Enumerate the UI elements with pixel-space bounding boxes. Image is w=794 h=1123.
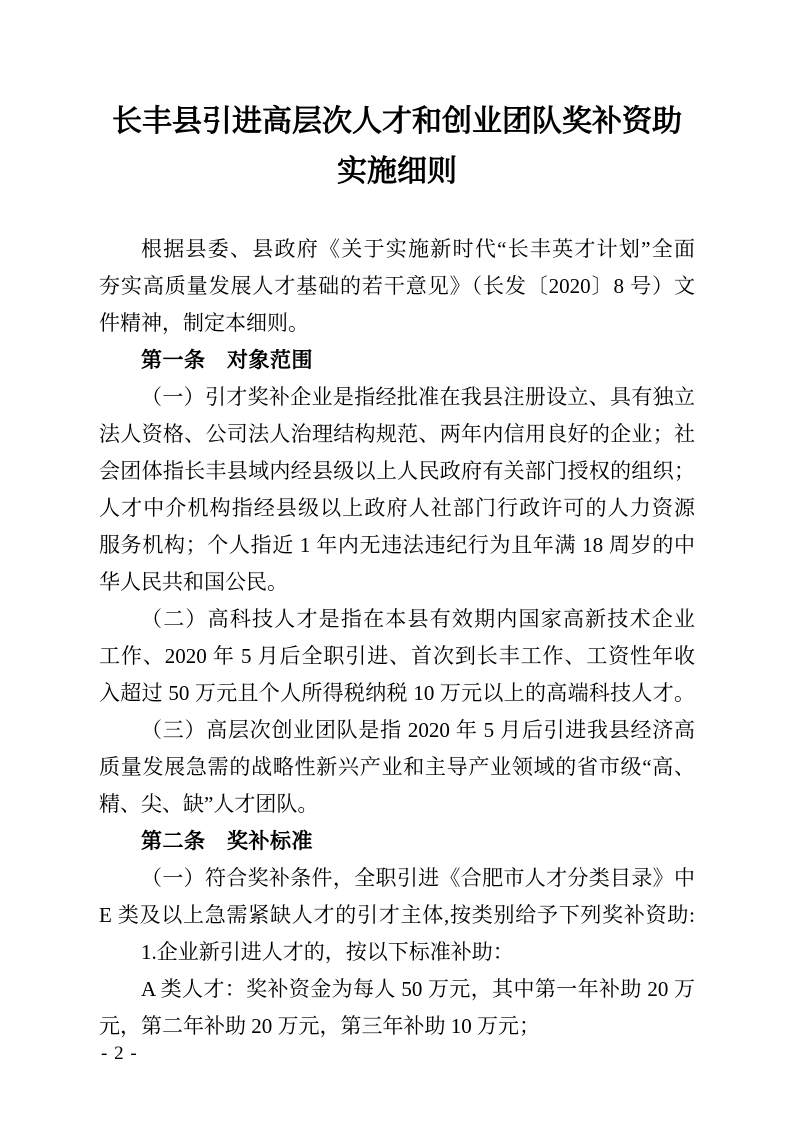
article-2-heading bbox=[99, 823, 695, 860]
section-heading-text: 第二条 奖补标准 bbox=[141, 830, 313, 853]
paragraph-line: 人才中介机构指经县级以上政府人社部门行政许可的人力资源 bbox=[99, 496, 695, 520]
paragraph-line: 质量发展急需的战略性新兴产业和主导产业领域的省市级“高、 bbox=[99, 755, 695, 779]
paragraph-line: 会团体指长丰县域内经县级以上人民政府有关部门授权的组织； bbox=[99, 459, 695, 483]
paragraph-line: 服务机构；个人指近 1 年内无违法违纪行为且年满 18 周岁的中 bbox=[99, 533, 695, 557]
article-1-item-2 bbox=[99, 601, 695, 712]
intro-paragraph bbox=[99, 231, 695, 342]
article-2-clause-1 bbox=[99, 934, 695, 971]
document-title bbox=[0, 97, 794, 197]
document-title-line-2: 实施细则 bbox=[337, 155, 457, 188]
paragraph-line: 华人民共和国公民。 bbox=[99, 570, 288, 594]
page-number: - 2 - bbox=[101, 1043, 138, 1064]
paragraph-line: 入超过 50 万元且个人所得税纳税 10 万元以上的高端科技人才。 bbox=[99, 681, 695, 705]
paragraph-line: （二）高科技人才是指在本县有效期内国家高新技术企业 bbox=[141, 607, 695, 631]
paragraph-line: （一）符合奖补条件，全职引进《合肥市人才分类目录》中 bbox=[141, 866, 695, 890]
paragraph-line: 法人资格、公司法人治理结构规范、两年内信用良好的企业；社 bbox=[99, 422, 695, 446]
section-heading-text: 第一条 对象范围 bbox=[141, 349, 313, 372]
paragraph-line: 元，第二年补助 20 万元，第三年补助 10 万元； bbox=[99, 1014, 540, 1038]
class-a-talent-clause bbox=[99, 971, 695, 1045]
paragraph-line: （三）高层次创业团队是指 2020 年 5 月后引进我县经济高 bbox=[141, 718, 695, 742]
paragraph-line: E 类及以上急需紧缺人才的引才主体,按类别给予下列奖补资助: bbox=[99, 903, 695, 927]
paragraph-line: 夯实高质量发展人才基础的若干意见》（长发〔2020〕8 号）文 bbox=[99, 274, 695, 298]
paragraph-line: （一）引才奖补企业是指经批准在我县注册设立、具有独立 bbox=[141, 385, 695, 409]
article-1-heading bbox=[99, 342, 695, 379]
paragraph-line: 1.企业新引进人才的，按以下标准补助： bbox=[141, 940, 514, 964]
paragraph-line: 件精神，制定本细则。 bbox=[99, 311, 309, 335]
paragraph-line: 工作、2020 年 5 月后全职引进、首次到长丰工作、工资性年收 bbox=[99, 644, 695, 668]
paragraph-line: A 类人才：奖补资金为每人 50 万元，其中第一年补助 20 万 bbox=[141, 977, 695, 1001]
article-2-item-1 bbox=[99, 860, 695, 934]
document-body bbox=[99, 231, 695, 1045]
paragraph-line: 根据县委、县政府《关于实施新时代“长丰英才计划”全面 bbox=[141, 237, 695, 261]
paragraph-line: 精、尖、缺”人才团队。 bbox=[99, 792, 319, 816]
article-1-item-3 bbox=[99, 712, 695, 823]
document-title-line-1: 长丰县引进高层次人才和创业团队奖补资助 bbox=[112, 105, 682, 138]
article-1-item-1 bbox=[99, 379, 695, 601]
